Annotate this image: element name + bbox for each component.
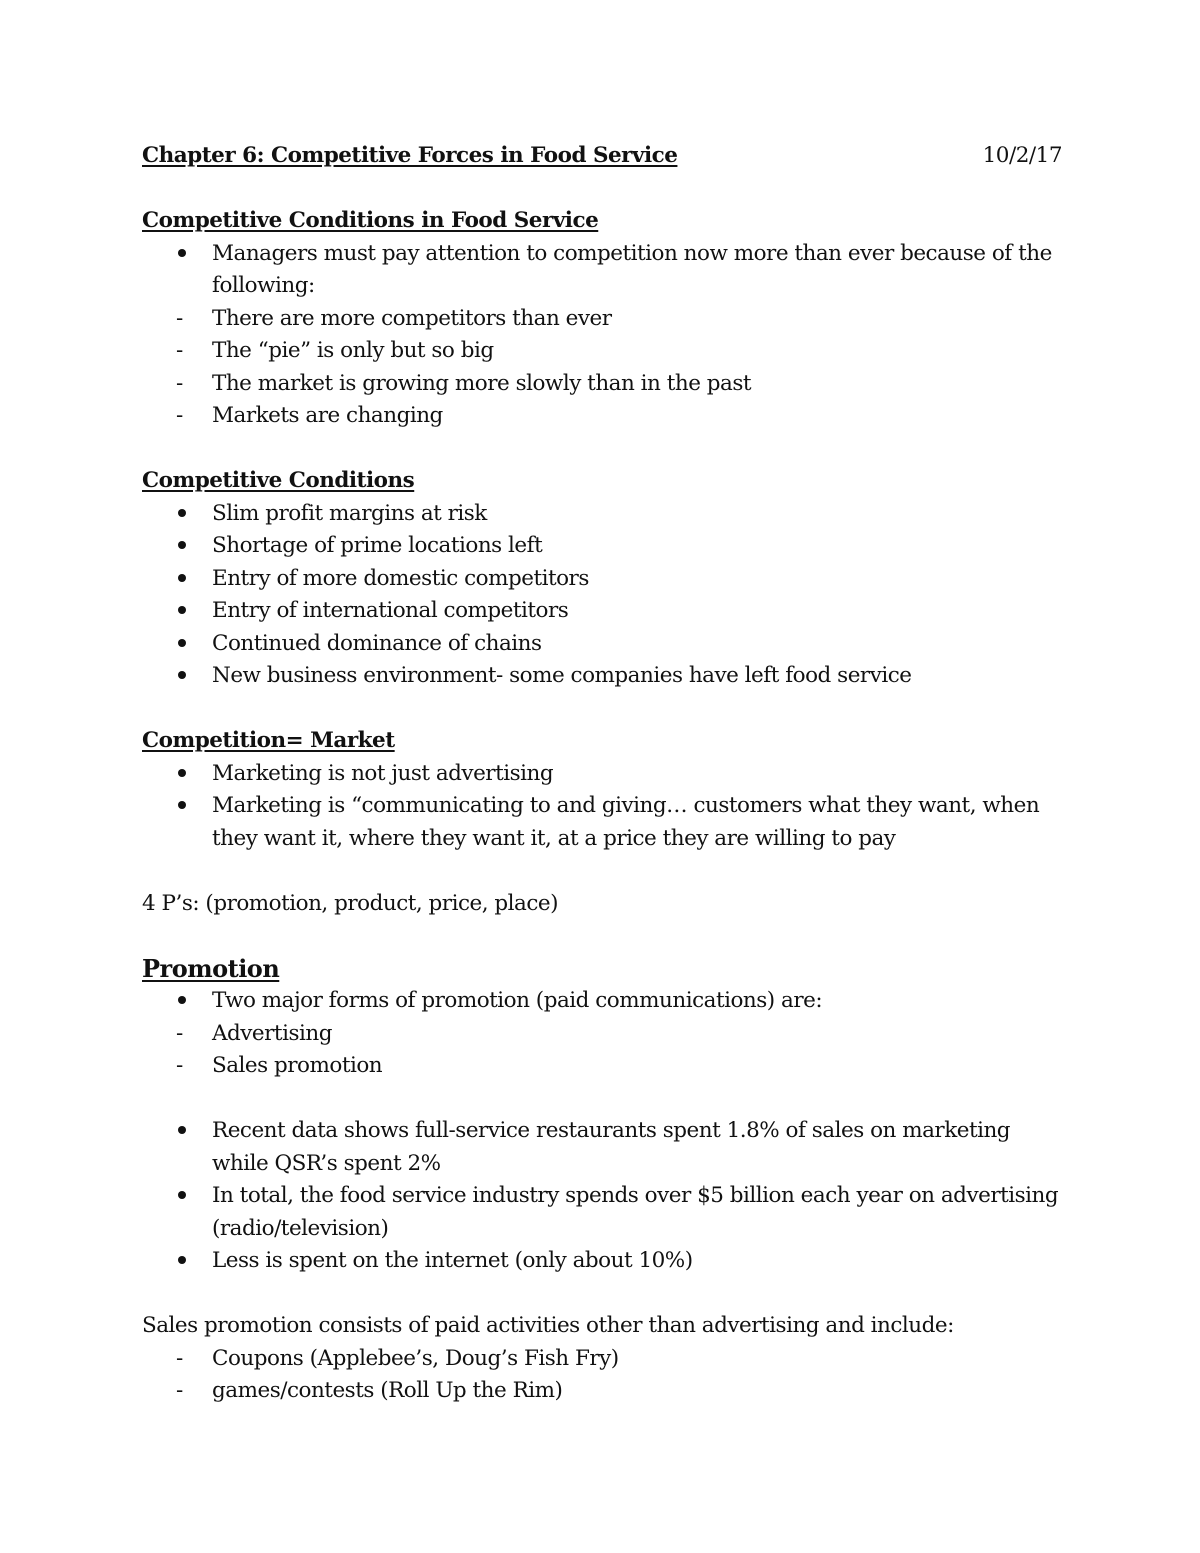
spacer — [142, 433, 1062, 466]
spacer — [142, 1278, 1062, 1311]
list-item: In total, the food service industry spends over $5 billion each year on advertising (radio/television) — [142, 1180, 1062, 1245]
list-item: Less is spent on the internet (only about 10%) — [142, 1245, 1062, 1278]
list-item: Entry of international competitors — [142, 595, 1062, 628]
spacer — [142, 855, 1062, 888]
dash-icon: - — [176, 338, 183, 363]
list-item: - Coupons (Applebee’s, Doug’s Fish Fry) — [142, 1343, 1062, 1376]
list-item: Recent data shows full-service restaurants spent 1.8% of sales on marketing while QSR’s spent 2% — [142, 1115, 1062, 1180]
bullet-icon — [176, 1180, 196, 1213]
dash-icon: - — [176, 1378, 183, 1403]
dash-icon: - — [176, 305, 183, 331]
list-item: - Advertising — [142, 1018, 1062, 1051]
bullet-icon — [176, 985, 196, 1018]
list-item: Managers must pay attention to competition now more than ever because of the following: — [142, 238, 1062, 303]
dash-icon: - — [176, 403, 183, 428]
section-heading-competition-market: Competition= Market — [142, 728, 395, 753]
dash-icon: - — [176, 370, 183, 396]
spacer — [142, 693, 1062, 726]
sales-promotion-intro: Sales promotion consists of paid activities other than advertising and include: — [142, 1313, 954, 1338]
list-item: Marketing is “communicating to and giving… customers what they want, when they want it, where they want it, at a price they are willing to pay — [142, 790, 1062, 855]
list-item: Slim profit margins at risk — [142, 498, 1062, 531]
dash-icon: - — [176, 1053, 183, 1078]
section-heading-competitive-conditions: Competitive Conditions — [142, 468, 415, 493]
section-heading-competitive-conditions-food-service: Competitive Conditions in Food Service — [142, 208, 599, 233]
dash-icon: - — [176, 1345, 183, 1371]
dash-icon: - — [176, 1020, 183, 1046]
spacer — [142, 920, 1062, 953]
bullet-icon — [176, 563, 196, 596]
promotion-list-forms — [142, 985, 1062, 1083]
bullet-icon — [176, 595, 196, 628]
title-row — [142, 140, 1062, 173]
section-heading-promotion: Promotion — [142, 953, 280, 983]
list-item: New business environment- some companies have left food service — [142, 660, 1062, 693]
note-date: 10/2/17 — [982, 143, 1062, 168]
chapter-title: Chapter 6: Competitive Forces in Food Service — [142, 143, 678, 168]
sales-promotion-list — [142, 1343, 1062, 1408]
list-item: - The market is growing more slowly than in the past — [142, 368, 1062, 401]
four-ps-line: 4 P’s: (promotion, product, price, place) — [142, 890, 559, 916]
bullet-icon — [176, 1115, 196, 1148]
bullet-icon — [176, 530, 196, 563]
list-item: Two major forms of promotion (paid communications) are: — [142, 985, 1062, 1018]
bullet-icon — [176, 498, 196, 531]
bullet-icon — [176, 238, 196, 271]
bullet-icon — [176, 1245, 196, 1278]
list-item: - There are more competitors than ever — [142, 303, 1062, 336]
bullet-icon — [176, 758, 196, 791]
bullet-icon — [176, 628, 196, 661]
spacer — [142, 1083, 1062, 1116]
list-item: Shortage of prime locations left — [142, 530, 1062, 563]
list-item: Entry of more domestic competitors — [142, 563, 1062, 596]
list-item: - Markets are changing — [142, 400, 1062, 433]
promotion-list-data — [142, 1115, 1062, 1278]
section-list-competitive-conditions — [142, 498, 1062, 693]
list-item: Marketing is not just advertising — [142, 758, 1062, 791]
bullet-icon — [176, 660, 196, 693]
list-item: - The “pie” is only but so big — [142, 335, 1062, 368]
list-item: Continued dominance of chains — [142, 628, 1062, 661]
list-item: - games/contests (Roll Up the Rim) — [142, 1375, 1062, 1408]
section-list-competition-market — [142, 758, 1062, 856]
list-item: - Sales promotion — [142, 1050, 1062, 1083]
spacer — [142, 173, 1062, 206]
section-list-competitive-conditions-food-service — [142, 238, 1062, 433]
bullet-icon — [176, 790, 196, 823]
document-page — [142, 140, 1062, 1408]
